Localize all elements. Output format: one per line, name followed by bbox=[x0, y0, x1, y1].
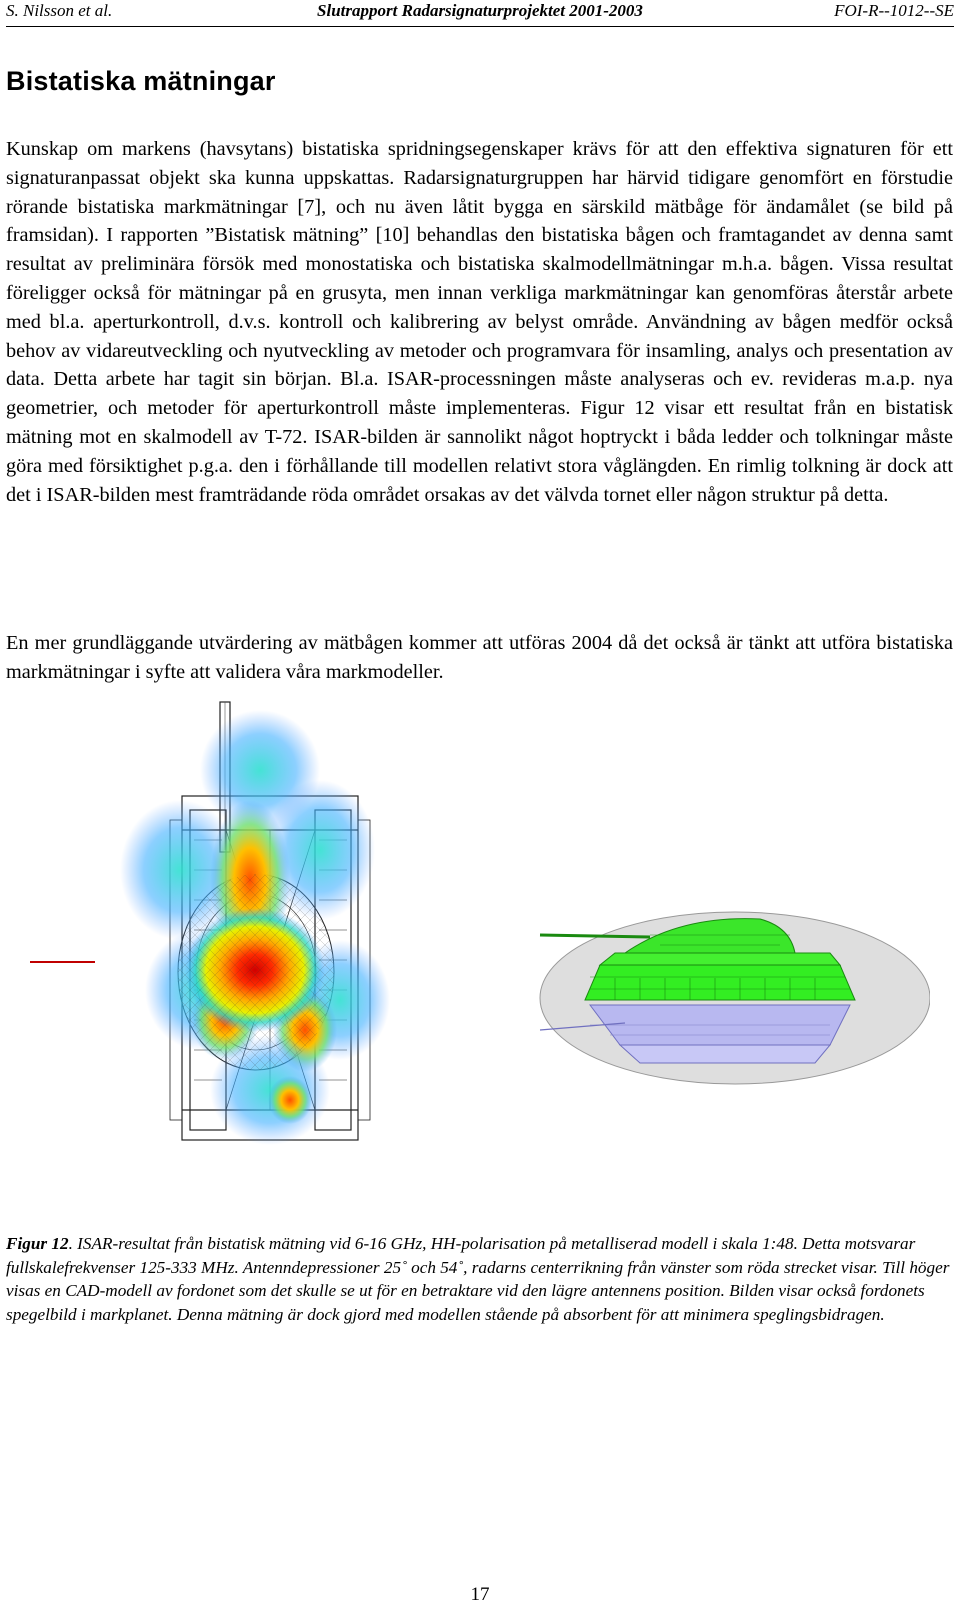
header-report-title: Slutrapport Radarsignaturprojektet 2001-2003 bbox=[317, 1, 643, 20]
section-title: Bistatiska mätningar bbox=[6, 66, 276, 96]
figure-caption bbox=[6, 1232, 953, 1326]
body-paragraph-2: En mer grundläggande utvärdering av mätbågen kommer att utföras 2004 då det också är tänkt att utföra bistatiska markmätningar i syfte att validera våra markmodeller. bbox=[6, 632, 953, 683]
figure-12 bbox=[0, 700, 960, 1210]
body-paragraph-1: Kunskap om markens (havsytans) bistatiska spridningsegenskaper krävs för att den effektiva signaturen för ett signaturanpassat objekt ska kunna uppskattas. Radarsignaturgruppen har härvid tidigare genomfört en förstudie rörande bistatiska markmätningar [7], och nu även låtit bygga en särskild mätbåge för ändamålet (se bild på framsidan). I rapporten ”Bistatisk mätning” [10] behandlas den bistatiska bågen och framtagandet av denna samt resultat av preliminära försök med monostatiska och bistatiska skalmodellmätningar m.h.a. bågen. Vissa resultat föreligger också för mätningar på en grusyta, men innan verkliga markmätningar kan genomföras återstår arbete med bl.a. aperturkontroll, d.v.s. kontroll och kalibrering av belyst område. Användning av bågen medför också behov av vidareutveckling och nyutveckling av metoder och programvara för insamling, analys och presentation av data. Detta arbete har tagit sin början. Bl.a. ISAR-processningen måste analyseras och ev. revideras m.a.p. nya geometrier, och metoder för aperturkontroll måste implementeras. Figur 12 visar ett resultat från en bistatisk mätning mot en skalmodell av T-72. ISAR-bilden är sannolikt något hoptryckt i båda ledder och tolkningar måste göra med försiktighet p.g.a. den i förhållande till modellen relativt stora våglängden. En rimlig tolkning är dock att det i ISAR-bilden mest framträdande röda området orsakas av det välvda tornet eller någon struktur på detta. bbox=[6, 138, 953, 506]
header-author: S. Nilsson et al. bbox=[6, 1, 113, 20]
isar-image bbox=[20, 700, 440, 1170]
header-report-id: FOI-R--1012--SE bbox=[834, 1, 954, 20]
page-number: 17 bbox=[470, 1584, 490, 1605]
figure-caption-text: . ISAR-resultat från bistatisk mätning vid 6-16 GHz, HH-polarisation på metalliserad modell i skala 1:48. Detta motsvarar fullskalefrekvenser 125-333 MHz. Antenndepressioner 25˚ och 54˚, radarns centerrikning från vänster som röda strecket visar. Till höger visas en CAD-modell av fordonet som det skulle se ut för en betraktare vid den lägre antennens position. Bilden visar också fordonets spegelbild i markplanet. Denna mätning är dock gjord med modellen stående på absorbent för att minimera speglingsbidragen. bbox=[6, 1234, 950, 1324]
page-header bbox=[6, 0, 954, 27]
figure-label: Figur 12 bbox=[6, 1234, 69, 1253]
cad-model-image bbox=[530, 905, 930, 1085]
